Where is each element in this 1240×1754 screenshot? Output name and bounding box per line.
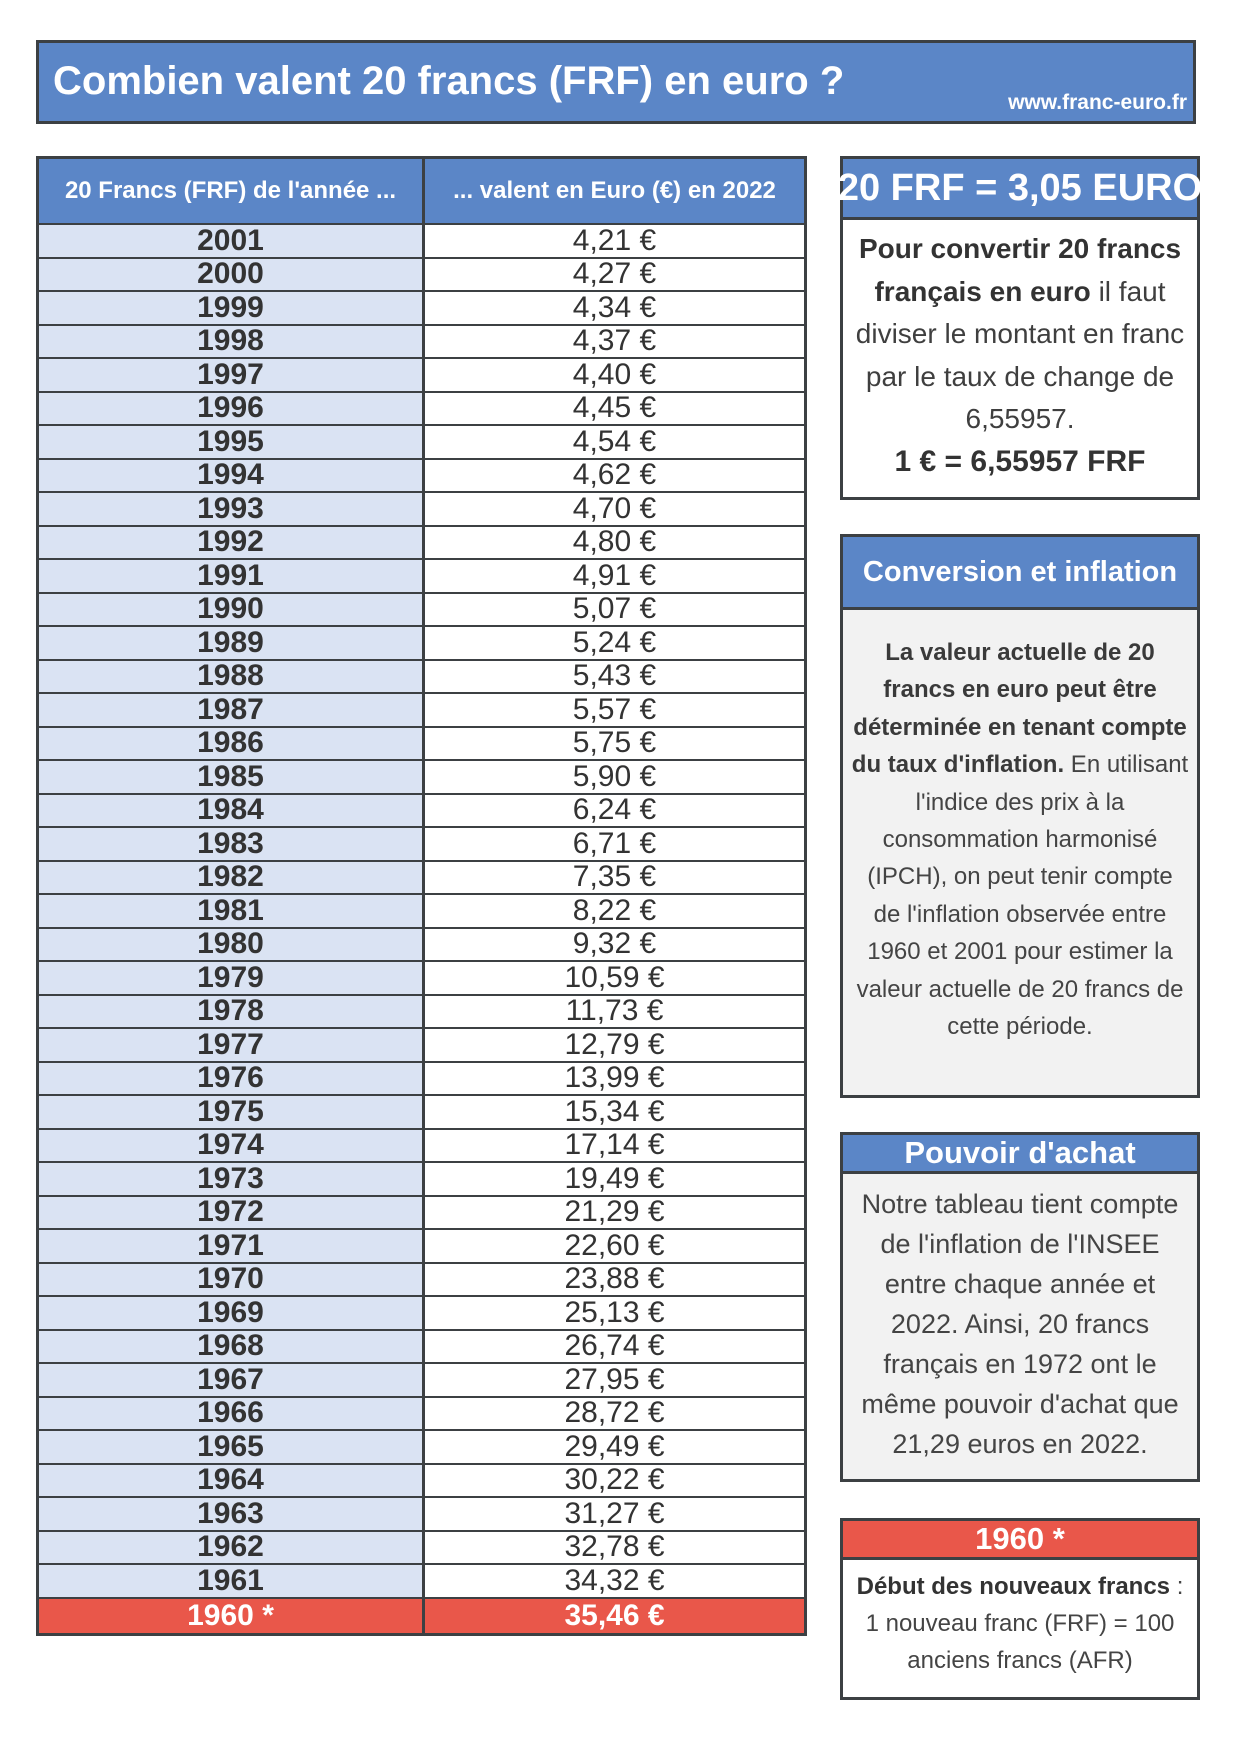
euro-value-cell: 29,49 € [425, 1431, 804, 1463]
table-row [39, 1498, 804, 1532]
year-cell: 1969 [39, 1297, 425, 1329]
conversion-rate-bold: Pour convertir 20 francs français en euro [858, 233, 1182, 307]
table-row [39, 996, 804, 1030]
year-cell: 1982 [39, 862, 425, 894]
euro-value-cell: 8,22 € [425, 895, 804, 927]
year-cell: 1966 [39, 1398, 425, 1430]
euro-value-cell: 4,91 € [425, 560, 804, 592]
table-row [39, 795, 804, 829]
euro-value-cell: 34,32 € [425, 1565, 804, 1597]
inflation-body: En utilisant l'indice des prix à la consommation harmonisé (IPCH), on peut tenir compte de l'inflation observée entre 1960 et 2001 pour estimer la valeur actuelle de 20 francs de cette période. [856, 751, 1189, 1041]
year-cell: 1984 [39, 795, 425, 827]
table-row [39, 1197, 804, 1231]
table-row [39, 359, 804, 393]
euro-value-cell: 4,45 € [425, 393, 804, 425]
year-cell: 1970 [39, 1264, 425, 1296]
euro-value-cell: 32,78 € [425, 1532, 804, 1564]
euro-value-cell: 13,99 € [425, 1063, 804, 1095]
euro-value-cell: 11,73 € [425, 996, 804, 1028]
conversion-rate-box [837, 156, 1203, 500]
table-row [39, 1331, 804, 1365]
year-cell: 1998 [39, 326, 425, 358]
euro-value-cell: 19,49 € [425, 1163, 804, 1195]
new-franc-note-box [840, 1518, 1200, 1700]
table-row [39, 1163, 804, 1197]
table-row [39, 1029, 804, 1063]
year-cell: 1986 [39, 728, 425, 760]
euro-value-cell: 4,21 € [425, 225, 804, 257]
table-row [39, 1532, 804, 1566]
table-row [39, 426, 804, 460]
page-header [36, 40, 1196, 124]
euro-value-cell: 31,27 € [425, 1498, 804, 1530]
conversion-rate-body: il faut diviser le montant en franc par le taux de change de 6,55957. [855, 275, 1185, 434]
table-row [39, 1063, 804, 1097]
euro-value-cell: 4,27 € [425, 259, 804, 291]
table-row [39, 292, 804, 326]
exchange-rate-equation: 1 € = 6,55957 FRF [894, 444, 1146, 478]
table-row [39, 1297, 804, 1331]
year-cell: 1975 [39, 1096, 425, 1128]
year-cell: 1988 [39, 661, 425, 693]
year-cell: 1974 [39, 1130, 425, 1162]
euro-value-cell: 6,71 € [425, 828, 804, 860]
conversion-table [36, 156, 807, 1636]
new-franc-note-bold: Début des nouveaux francs [856, 1573, 1171, 1600]
euro-value-cell: 4,34 € [425, 292, 804, 324]
year-cell: 1968 [39, 1331, 425, 1363]
table-row [39, 1096, 804, 1130]
table-row [39, 493, 804, 527]
table-row [39, 661, 804, 695]
euro-value-cell: 35,46 € [425, 1599, 804, 1633]
euro-value-cell: 5,43 € [425, 661, 804, 693]
table-row [39, 527, 804, 561]
year-cell: 1990 [39, 594, 425, 626]
year-cell: 1989 [39, 627, 425, 659]
page-title: Combien valent 20 francs (FRF) en euro ? [53, 59, 845, 103]
euro-value-cell: 15,34 € [425, 1096, 804, 1128]
year-cell: 1994 [39, 460, 425, 492]
year-cell: 1997 [39, 359, 425, 391]
year-cell: 1965 [39, 1431, 425, 1463]
purchasing-power-title: Pouvoir d'achat [843, 1135, 1197, 1174]
euro-value-cell: 5,07 € [425, 594, 804, 626]
conversion-rate-text [843, 220, 1197, 483]
year-cell: 1977 [39, 1029, 425, 1061]
year-cell: 2001 [39, 225, 425, 257]
year-cell: 1960 * [39, 1599, 425, 1633]
euro-value-cell: 27,95 € [425, 1364, 804, 1396]
year-cell: 1961 [39, 1565, 425, 1597]
table-row [39, 594, 804, 628]
table-row [39, 259, 804, 293]
table-row [39, 962, 804, 996]
year-cell: 1996 [39, 393, 425, 425]
table-row [39, 560, 804, 594]
table-row [39, 1364, 804, 1398]
inflation-box [840, 534, 1200, 1098]
table-row [39, 1465, 804, 1499]
euro-value-cell: 7,35 € [425, 862, 804, 894]
new-franc-note-body: : 1 nouveau franc (FRF) = 100 anciens francs (AFR) [865, 1573, 1184, 1674]
conversion-rate-title: 20 FRF = 3,05 EURO [843, 159, 1197, 220]
table-row [39, 393, 804, 427]
euro-value-cell: 5,24 € [425, 627, 804, 659]
euro-value-cell: 25,13 € [425, 1297, 804, 1329]
table-row [39, 1431, 804, 1465]
euro-value-cell: 26,74 € [425, 1331, 804, 1363]
table-row [39, 1264, 804, 1298]
year-cell: 1987 [39, 694, 425, 726]
year-cell: 1973 [39, 1163, 425, 1195]
year-cell: 1983 [39, 828, 425, 860]
table-row [39, 1130, 804, 1164]
purchasing-power-box [840, 1132, 1200, 1482]
table-row [39, 761, 804, 795]
euro-value-cell: 23,88 € [425, 1264, 804, 1296]
site-url: www.franc-euro.fr [1008, 91, 1187, 114]
year-cell: 1981 [39, 895, 425, 927]
year-cell: 1991 [39, 560, 425, 592]
euro-value-cell: 21,29 € [425, 1197, 804, 1229]
euro-value-cell: 5,57 € [425, 694, 804, 726]
year-cell: 1972 [39, 1197, 425, 1229]
new-franc-note-title: 1960 * [843, 1521, 1197, 1560]
column-header-year: 20 Francs (FRF) de l'année ... [39, 159, 425, 223]
table-row [39, 1565, 804, 1599]
euro-value-cell: 12,79 € [425, 1029, 804, 1061]
table-row [39, 1398, 804, 1432]
table-row [39, 828, 804, 862]
year-cell: 1963 [39, 1498, 425, 1530]
table-row [39, 1599, 804, 1633]
table-row [39, 460, 804, 494]
euro-value-cell: 6,24 € [425, 795, 804, 827]
euro-value-cell: 4,54 € [425, 426, 804, 458]
table-row [39, 895, 804, 929]
table-body [39, 225, 804, 1633]
inflation-title: Conversion et inflation [843, 537, 1197, 610]
year-cell: 1971 [39, 1230, 425, 1262]
euro-value-cell: 17,14 € [425, 1130, 804, 1162]
year-cell: 1962 [39, 1532, 425, 1564]
year-cell: 1992 [39, 527, 425, 559]
purchasing-power-text: Notre tableau tient compte de l'inflation de l'INSEE entre chaque année et 2022. Ainsi, 20 francs français en 1972 ont le même pouvoir d'achat que 21,29 euros en 2022. [861, 1189, 1179, 1459]
euro-value-cell: 5,90 € [425, 761, 804, 793]
euro-value-cell: 22,60 € [425, 1230, 804, 1262]
euro-value-cell: 9,32 € [425, 929, 804, 961]
year-cell: 1995 [39, 426, 425, 458]
inflation-bold: La valeur actuelle de 20 francs en euro peut être déterminée en tenant compte du taux d'inflation. [851, 639, 1187, 779]
table-row [39, 728, 804, 762]
euro-value-cell: 4,37 € [425, 326, 804, 358]
euro-value-cell: 4,70 € [425, 493, 804, 525]
table-row [39, 225, 804, 259]
year-cell: 2000 [39, 259, 425, 291]
year-cell: 1979 [39, 962, 425, 994]
euro-value-cell: 5,75 € [425, 728, 804, 760]
year-cell: 1976 [39, 1063, 425, 1095]
table-row [39, 862, 804, 896]
euro-value-cell: 4,40 € [425, 359, 804, 391]
table-row [39, 929, 804, 963]
euro-value-cell: 10,59 € [425, 962, 804, 994]
table-row [39, 326, 804, 360]
year-cell: 1978 [39, 996, 425, 1028]
year-cell: 1967 [39, 1364, 425, 1396]
new-franc-note-text [843, 1560, 1197, 1679]
euro-value-cell: 30,22 € [425, 1465, 804, 1497]
table-row [39, 627, 804, 661]
table-header [39, 159, 804, 225]
table-row [39, 694, 804, 728]
table-row [39, 1230, 804, 1264]
euro-value-cell: 28,72 € [425, 1398, 804, 1430]
inflation-text [843, 610, 1197, 1045]
year-cell: 1999 [39, 292, 425, 324]
year-cell: 1985 [39, 761, 425, 793]
euro-value-cell: 4,62 € [425, 460, 804, 492]
euro-value-cell: 4,80 € [425, 527, 804, 559]
year-cell: 1980 [39, 929, 425, 961]
column-header-value: ... valent en Euro (€) en 2022 [453, 177, 776, 204]
year-cell: 1964 [39, 1465, 425, 1497]
year-cell: 1993 [39, 493, 425, 525]
